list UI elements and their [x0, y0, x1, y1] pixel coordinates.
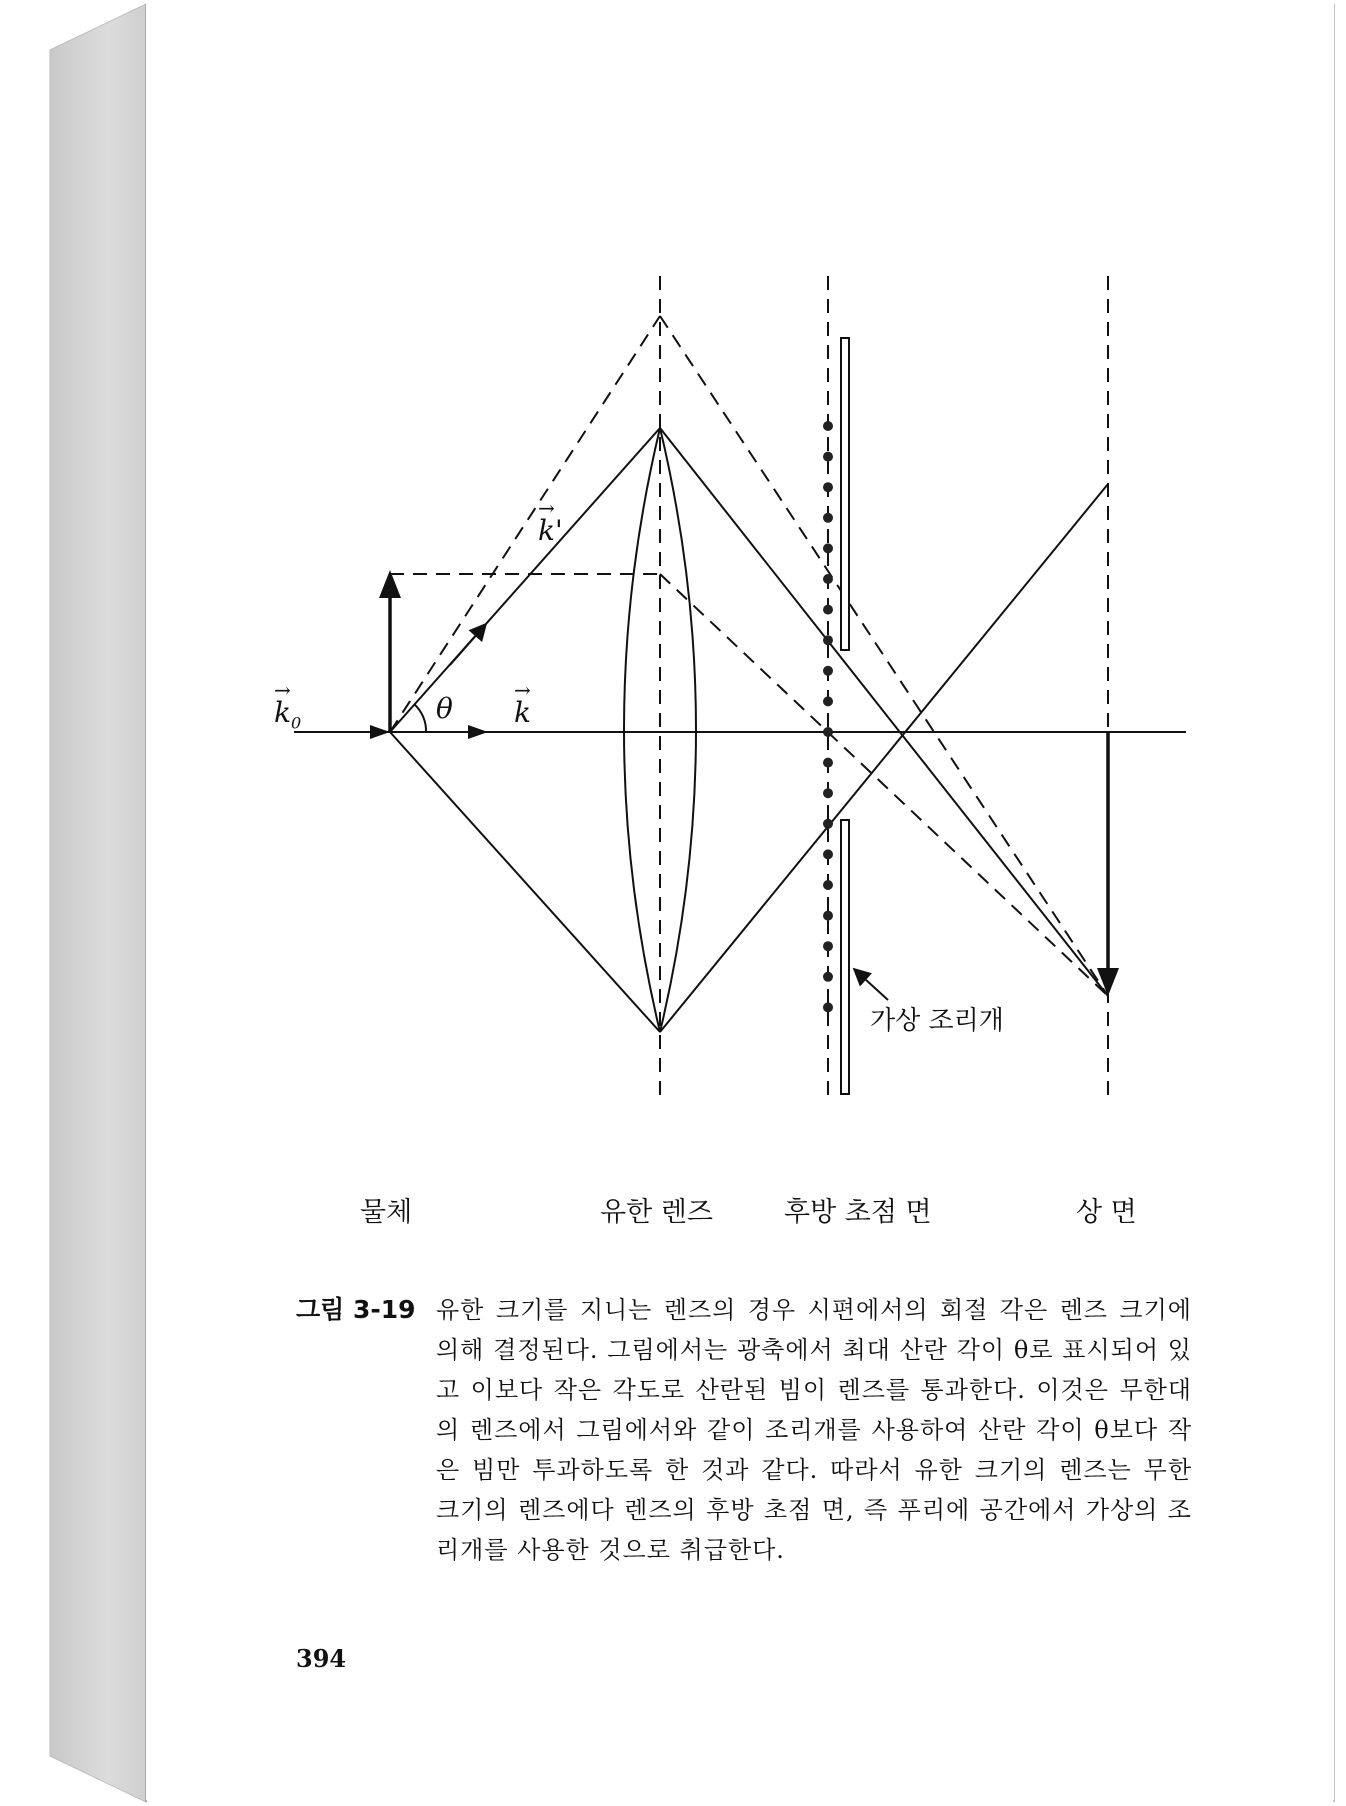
k0-label: → $k_0$: [274, 678, 302, 733]
focal-dot: [823, 788, 833, 798]
image-arrow-head: [1097, 968, 1119, 996]
k0-arrow-head: [370, 725, 390, 739]
back-focal-plane-label: 후방 초점 면: [784, 1197, 932, 1228]
focal-dot: [823, 696, 833, 706]
focal-dot: [823, 819, 833, 829]
ray-upper-out: [660, 428, 1108, 996]
lens-label: 유한 렌즈: [600, 1197, 713, 1228]
aperture-pointer: [854, 969, 888, 1000]
image-plane-label: 상 면: [1076, 1197, 1137, 1228]
focal-dot: [823, 543, 833, 553]
theta-label: θ: [436, 692, 453, 725]
focal-dot: [823, 513, 833, 523]
focal-dot: [823, 482, 833, 492]
virtual-aperture-label: 가상 조리개: [870, 1006, 1004, 1036]
focal-dot: [823, 849, 833, 859]
k-arrow-head: [468, 725, 488, 739]
book-page: [146, 4, 1334, 1800]
focal-dot: [823, 941, 833, 951]
focal-dot: [823, 452, 833, 462]
focal-dot: [823, 574, 833, 584]
caption-text: 유한 크기를 지니는 렌즈의 경우 시편에서의 회절 각은 렌즈 크기에 의해 결정된다. 그림에서는 광축에서 최대 산란 각이 θ로 표시되어 있고 이보다 작은 각도로 산란된 빔이 렌즈를 통과한다. 이것은 무한대의 렌즈에서 그림에서와 같이 조리개를 사용하여 산란 각이 θ보다 작은 빔만 투과하도록 한 것과 같다. 따라서 유한 크기의 렌즈는 무한 크기의 렌즈에다 렌즈의 후방 초점 면, 즉 푸리에 공간에서 가상의 조리개를 사용한 것으로 취급한다.: [436, 1296, 1192, 1564]
focal-dot: [823, 880, 833, 890]
focal-dot: [823, 421, 833, 431]
ray-lower-out: [660, 484, 1108, 1032]
aperture-upper-bar: [841, 338, 849, 650]
focal-dot: [823, 758, 833, 768]
k-vector-arrow-icon: →: [514, 678, 531, 702]
k0-vector-arrow-icon: →: [274, 678, 291, 702]
figure-number: 그림 3-19: [296, 1295, 416, 1324]
theta-arc: [414, 704, 426, 732]
dashed-ray-top-to-image: [660, 316, 1108, 996]
focal-dot: [823, 1002, 833, 1012]
object-label: 물체: [360, 1197, 413, 1228]
focal-dot: [823, 972, 833, 982]
focal-dot: [823, 635, 833, 645]
page-number: 394: [296, 1644, 347, 1673]
ray-lower-in: [390, 732, 660, 1032]
dashed-ray-object-top: [390, 316, 660, 732]
k-prime-label: → k': [538, 496, 563, 547]
aperture-lower-bar: [841, 820, 849, 1094]
dashed-ray-lens-to-image: [660, 574, 1108, 996]
k-label: → k: [514, 678, 531, 729]
focal-dot: [823, 666, 833, 676]
focal-dot: [823, 605, 833, 615]
optics-diagram: [146, 4, 1334, 1284]
focal-dot: [823, 911, 833, 921]
focal-dot: [823, 727, 833, 737]
k-prime-vector-arrow-icon: →: [538, 496, 555, 520]
